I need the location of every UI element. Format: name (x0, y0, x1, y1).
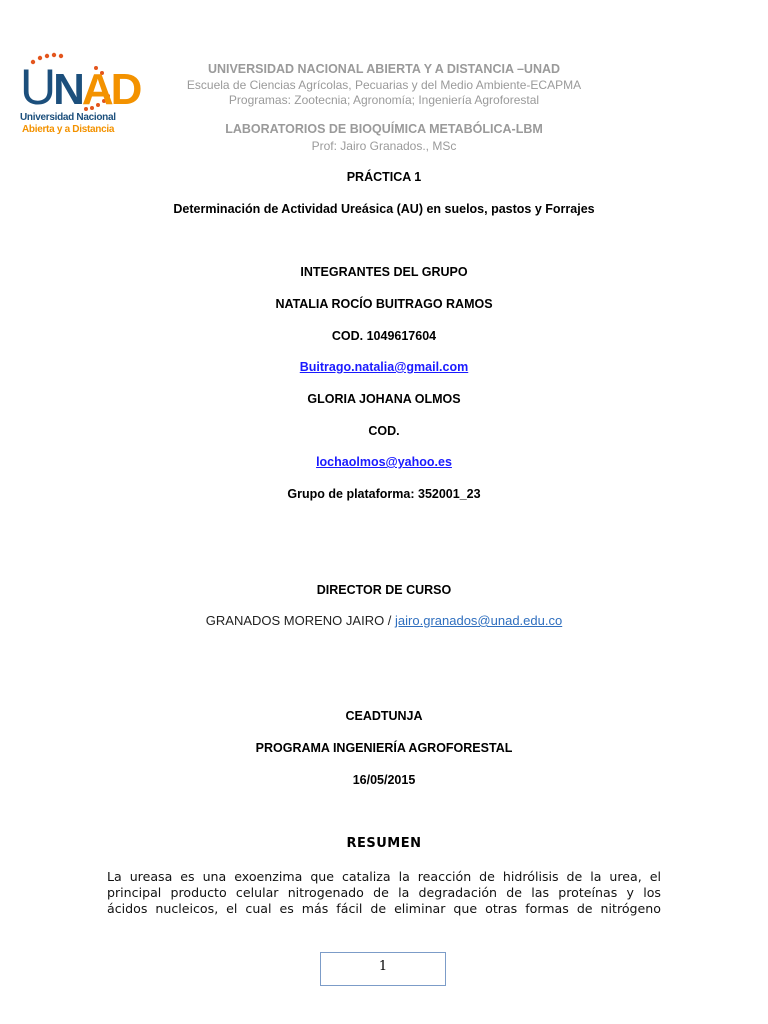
practice-number: PRÁCTICA 1 (346, 170, 422, 184)
center-name: CEADTUNJA (345, 709, 423, 723)
member2-name: GLORIA JOHANA OLMOS (307, 392, 461, 406)
unad-logo (18, 52, 140, 142)
logo-line1: Universidad Nacional (20, 112, 116, 123)
program-name: PROGRAMA INGENIERÍA AGROFORESTAL (255, 741, 513, 755)
member2-email-row (0, 455, 768, 469)
professor-line: Prof: Jairo Granados., MSc (311, 139, 457, 153)
document-date: 16/05/2015 (352, 773, 416, 787)
university-name: UNIVERSIDAD NACIONAL ABIERTA Y A DISTANCIA –UNAD (207, 62, 561, 76)
resumen-line: ácidos nucleicos, el cual es más fácil de eliminar que otras formas de nitrógeno (107, 901, 661, 916)
resumen-line: La ureasa es una exoenzima que cataliza la reacción de hidrólisis de la urea, el (107, 869, 661, 884)
logo-wordmark: UNAD (20, 59, 140, 115)
resumen-line: principal producto celular nitrogenado de la degradación de las proteínas y los (107, 885, 661, 900)
page-number: 1 (320, 952, 446, 986)
director-heading: DIRECTOR DE CURSO (316, 583, 452, 597)
resumen-body (107, 869, 661, 917)
member1-name: NATALIA ROCÍO BUITRAGO RAMOS (275, 297, 493, 311)
director-email-link[interactable]: jairo.granados@unad.edu.co (395, 613, 563, 628)
member1-email-row (0, 360, 768, 374)
member1-code: COD. 1049617604 (331, 329, 437, 343)
member2-code: COD. (368, 424, 400, 438)
programs-line: Programas: Zootecnia; Agronomía; Ingeniería Agroforestal (228, 93, 540, 107)
director-row (0, 613, 768, 628)
school-name: Escuela de Ciencias Agrícolas, Pecuarias y del Medio Ambiente-ECAPMA (186, 78, 582, 92)
platform-group: Grupo de plataforma: 352001_23 (287, 487, 481, 501)
resumen-title: RESUMEN (346, 836, 422, 851)
member2-email-link[interactable]: lochaolmos@yahoo.es (316, 455, 452, 469)
group-heading: INTEGRANTES DEL GRUPO (300, 265, 468, 279)
labs-title: LABORATORIOS DE BIOQUÍMICA METABÓLICA-LBM (225, 122, 543, 136)
logo-line2: Abierta y a Distancia (22, 124, 115, 135)
member1-email-link[interactable]: Buitrago.natalia@gmail.com (299, 360, 469, 374)
practice-title: Determinación de Actividad Ureásica (AU) en suelos, pastos y Forrajes (173, 202, 595, 216)
director-name: GRANADOS MORENO JAIRO / (205, 613, 392, 628)
